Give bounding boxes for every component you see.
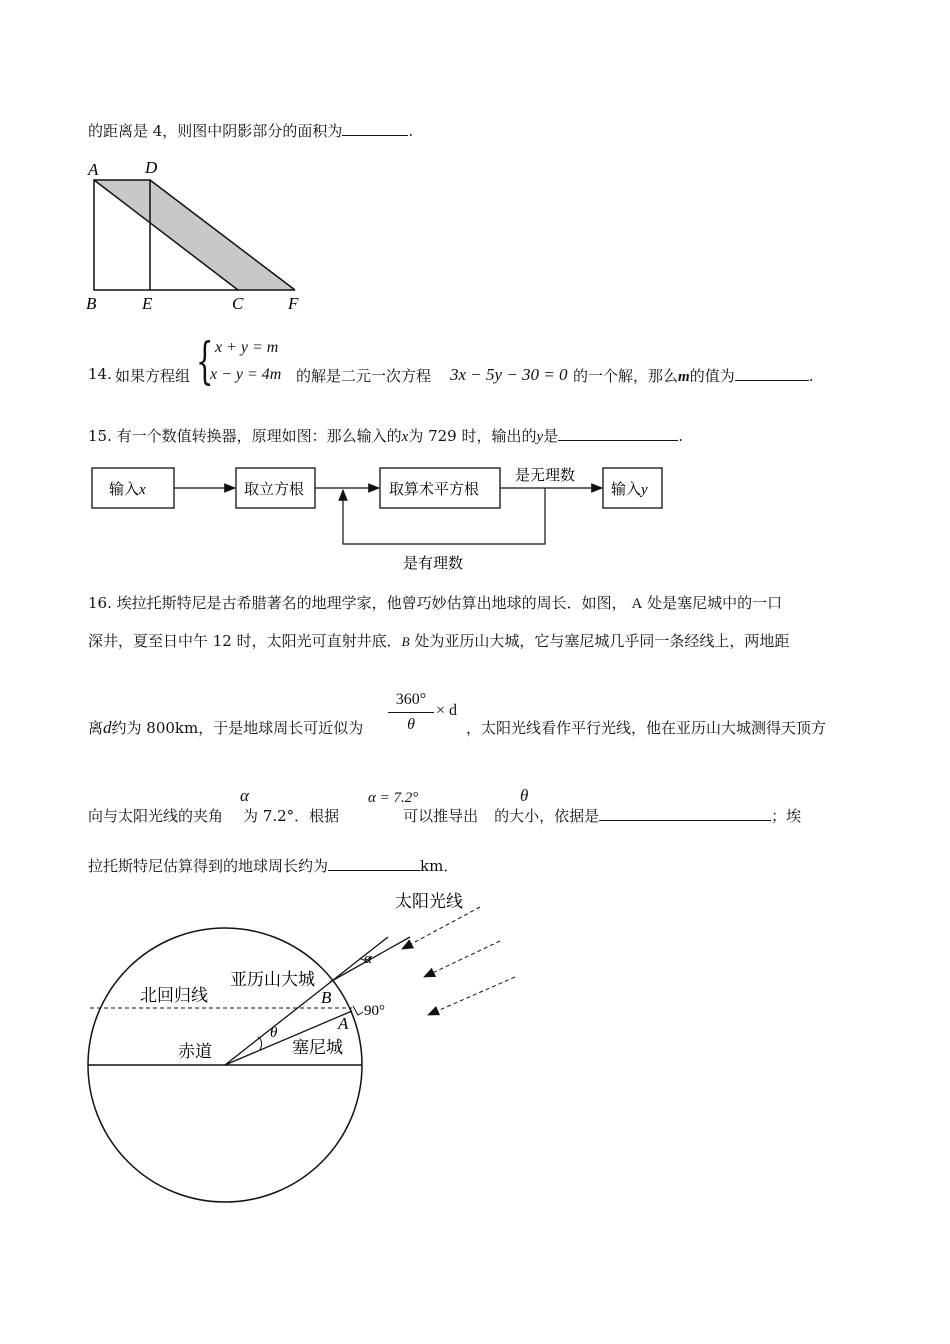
shaded-region: [94, 180, 295, 290]
q13-end: .: [408, 122, 414, 140]
fig-tropic-label: 北回归线: [140, 986, 208, 1005]
q14-tail2: 的值为: [689, 367, 735, 385]
q16-l1b: 处是塞尼城中的一口: [647, 594, 783, 612]
q16-reason-blank[interactable]: [599, 806, 771, 821]
q14-tail1: 的一个解，那么: [573, 367, 679, 385]
q16-circumference-blank[interactable]: [328, 856, 420, 871]
q16-l4b: 为 7.2°．根据: [243, 807, 340, 825]
flow-box4-label: [611, 481, 648, 498]
q16-l5b: km．: [420, 857, 459, 875]
flow-label-rational: 是有理数: [403, 556, 464, 572]
q15-answer-blank[interactable]: [558, 426, 678, 441]
flow-label-irrational: 是无理数: [515, 468, 576, 484]
right-angle-mark: [353, 1006, 363, 1015]
q14-end: .: [808, 367, 814, 385]
q16-l4e: ；埃: [771, 807, 802, 825]
q15-text1: 有一个数值转换器，原理如图：那么输入的: [116, 427, 402, 445]
q14-answer-blank[interactable]: [735, 366, 809, 381]
q15-flowchart: [85, 460, 675, 575]
label-e: E: [142, 294, 153, 313]
q16-l3b: 约为 800km，于是地球周长可近似为: [111, 719, 364, 737]
fig-b-label: B: [321, 988, 332, 1007]
q16-line5: [88, 855, 458, 876]
q16-l2b: 处为亚历山大城，它与塞尼城几乎同一条经线上，两地距: [414, 632, 790, 650]
flow-box2-label: 取立方根: [244, 482, 305, 498]
fig-alexandria-label: 亚历山大城: [230, 970, 315, 989]
q13-line: 的距离是 4，则图中阴影部分的面积为: [88, 122, 343, 140]
label-a: A: [88, 160, 99, 179]
q15-text: [88, 425, 683, 446]
q15-y: y: [536, 429, 544, 445]
flow-box4-pre: 输入: [611, 482, 642, 498]
q16-theta-sup: θ: [520, 786, 529, 805]
fig-right-angle-label: 90°: [364, 1003, 385, 1019]
label-c: C: [232, 294, 244, 313]
q13-figure: [80, 155, 320, 320]
q15-text3: 是: [543, 427, 559, 445]
q16-line1: [88, 592, 782, 613]
fig-equator-label: 赤道: [178, 1042, 212, 1061]
flow-box3-label: 取算术平方根: [389, 482, 480, 498]
label-b: B: [86, 294, 97, 313]
q14-eq3: 3x − 5y − 30 = 0: [450, 365, 568, 384]
q16-line4: [88, 805, 801, 826]
q13-text: [88, 120, 413, 141]
q15-text2: 为 729 时，输出的: [408, 427, 537, 445]
q16-alpha-eq: α = 7.2°: [368, 790, 419, 806]
q16-frac-times: × d: [436, 702, 458, 719]
q16-l1A: A: [631, 596, 643, 612]
q16-l3c: ，太阳光线看作平行光线，他在亚历山大城测得天顶方: [466, 719, 827, 737]
q16-l2B: B: [401, 634, 410, 649]
q16-l5a: 拉托斯特尼估算得到的地球周长约为: [88, 857, 329, 875]
q16-line2: [88, 630, 789, 651]
q16-frac-num: 360°: [388, 688, 434, 713]
q14-tail: [573, 365, 813, 386]
q16-l1a: 埃拉托斯特尼是古希腊著名的地理学家，他曾巧妙估算出地球的周长．如图，: [116, 594, 627, 612]
q15-num: 15.: [88, 427, 112, 445]
flow-box4-var: y: [641, 482, 648, 498]
q16-num: 16.: [88, 594, 112, 612]
q16-line3-a: [88, 717, 363, 738]
label-d: D: [145, 158, 158, 177]
q16-figure: [80, 885, 520, 1215]
sunray-dashed-3: [428, 977, 515, 1015]
fig-theta-label: θ: [270, 1025, 278, 1041]
q16-frac-den: θ: [407, 716, 415, 733]
q14-mid: 的解是二元一次方程: [296, 367, 432, 385]
flow-box1-label: [109, 481, 146, 498]
q16-l3d: d: [103, 718, 112, 737]
label-f: F: [288, 294, 299, 313]
q14-m: m: [678, 369, 690, 385]
q14-eq2: x − y = 4m: [210, 366, 282, 383]
q16-l4a: 向与太阳光线的夹角: [88, 807, 224, 825]
q14-brace: {: [196, 332, 214, 390]
fig-syene-label: 塞尼城: [292, 1038, 343, 1057]
flow-box1-pre: 输入: [109, 482, 140, 498]
q16-l4c: 可以推导出: [403, 807, 479, 825]
q14-eq1: x + y = m: [215, 339, 279, 356]
fig-sunlight-label: 太阳光线: [395, 892, 463, 911]
flow-box1-var: x: [139, 482, 146, 498]
q16-l4d: 的大小，依据是: [494, 807, 600, 825]
sunray-dashed-2: [424, 941, 500, 977]
q16-alpha-sup: α: [240, 786, 249, 805]
q14-lead: 如果方程组: [115, 367, 191, 385]
q16-l2a: 深井，夏至日中午 12 时，太阳光可直射井底．: [88, 632, 402, 650]
fig-a-label: A: [338, 1014, 349, 1033]
q13-answer-blank[interactable]: [342, 121, 408, 136]
q15-x: x: [401, 429, 409, 445]
q14-num: 14.: [88, 365, 112, 383]
q16-l3a: 离: [88, 719, 104, 737]
sunray-dashed-1: [402, 907, 480, 949]
q15-end: .: [678, 427, 683, 445]
q16-fraction: [388, 688, 434, 737]
fig-alpha-label: α: [364, 951, 372, 967]
